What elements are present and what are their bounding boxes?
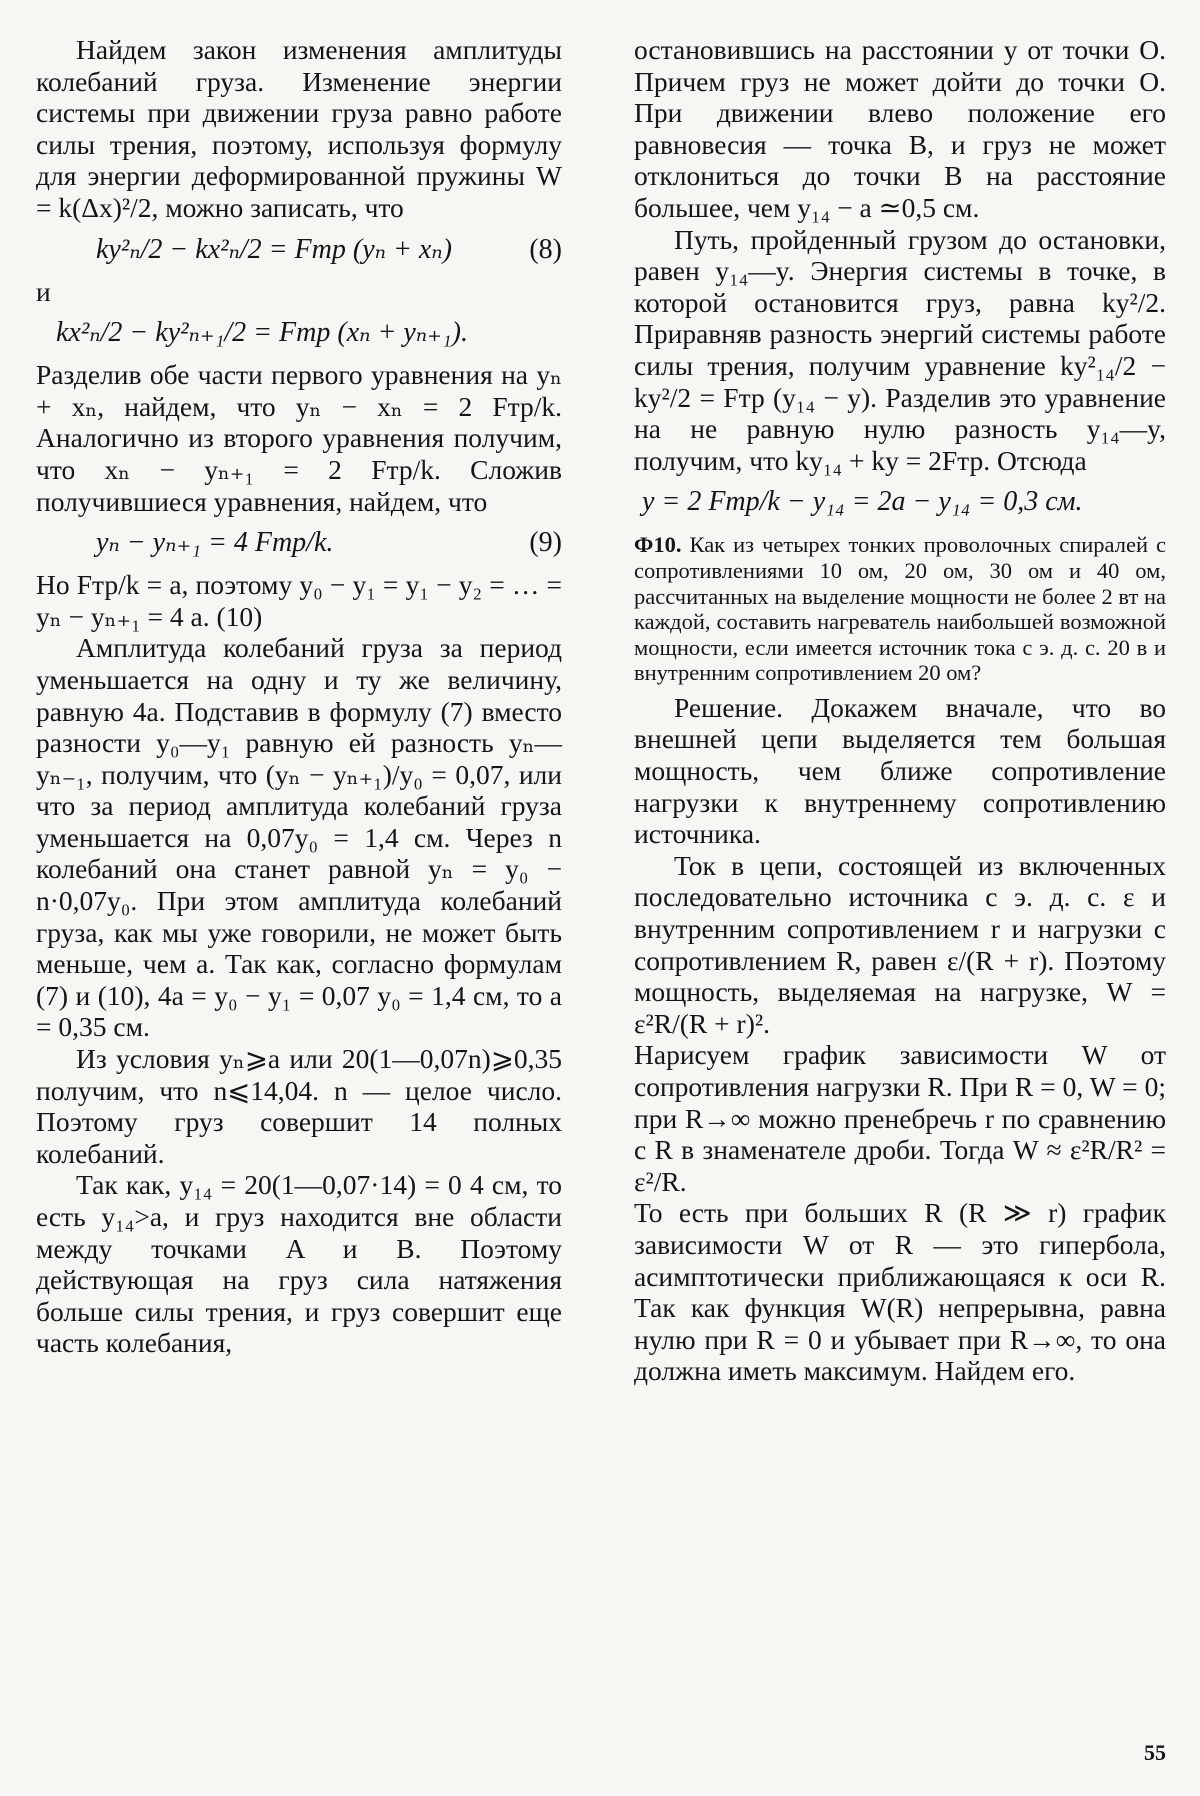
equation-y-result-body: y = 2 Fтр/k − y₁₄ = 2a − y₁₄ = 0,3 см. <box>642 486 1083 518</box>
paragraph-path: Путь, пройденный грузом до остановки, равен y₁₄—y. Энергия системы в точке, в которой остановится груз, равна ky²/2. Приравняв разность энергий системы работе силы трения, получим уравнение ky²₁₄/2 − ky²/2 = Fтр (y₁₄ − y). Разделив это уравнение на не равную нулю разность y₁₄—y, получим, что ky₁₄ + ky = 2Fтр. Отсюда <box>634 223 1166 476</box>
paragraph-hyperbola: То есть при больших R (R ≫ r) график зависимости W от R — это гипербола, асимптотически приближающаяся к оси R. Так как функция W(R) непрерывна, равна нулю при R = 0 и убывает при R→∞, то она должна иметь максимум. Найдем его. <box>634 1197 1166 1387</box>
equation-y-result <box>634 482 1166 522</box>
paragraph-y14: Так как, y₁₄ = 20(1—0,07·14) = 0 4 см, то есть y₁₄>a, и груз находится вне области между точками A и B. Поэтому действующая на груз сила натяжения больше силы трения, и груз совершит еще часть колебания, <box>36 1169 562 1359</box>
conjunction-and: и <box>36 275 51 307</box>
equation-9-number: (9) <box>529 527 562 559</box>
page-number: 55 <box>1144 1740 1166 1765</box>
paragraph-energy-law: Найдем закон изменения амплитуды колебаний груза. Изменение энергии системы при движении груза равно работе силы трения, поэтому, используя формулу для энергии деформированной пружины W = k(Δx)²/2, можно записать, что <box>36 34 562 223</box>
equation-8 <box>36 230 562 270</box>
problem-statement: Как из четырех тонких проволочных спиралей с сопротивлениями 10 ом, 20 ом, 30 ом и 40 ом, рассчитанных на выделение мощности не более 2 вт на каждой, составить нагреватель наибольшей возможной мощности, если имеется источник тока с э. д. с. 20 в и внутренним сопротивлением 20 ом? <box>634 532 1166 686</box>
paragraph-current: Ток в цепи, состоящей из включенных последовательно источника с э. д. с. ε и внутренним сопротивлением r и нагрузки с сопротивлением R, равен ε/(R + r). Поэтому мощность, выделяемая на нагрузке, W = ε²R/(R + r)². <box>634 849 1166 1039</box>
equation-8-body: ky²ₙ/2 − kx²ₙ/2 = Fтр (yₙ + xₙ) <box>96 233 452 265</box>
equation-9 <box>36 523 562 563</box>
paragraph-equation-10: Но Fтр/k = a, поэтому y₀ − y₁ = y₁ − y₂ = … = yₙ − yₙ₊₁ = 4 a. (10) <box>36 569 562 632</box>
paragraph-stopping: остановившись на расстоянии y от точки O. Причем груз не может дойти до точки O. При движении влево положение его равновесия — точка B, и груз не может отклониться до точки B на расстояние большее, чем y₁₄ − a ≃0,5 см. <box>634 34 1166 223</box>
equation-9-body: yₙ − yₙ₊₁ = 4 Fтр/k. <box>96 527 334 559</box>
equation-second-body: kx²ₙ/2 − ky²ₙ₊₁/2 = Fтр (xₙ + yₙ₊₁). <box>56 317 468 349</box>
left-column <box>36 34 562 1359</box>
paragraph-amplitude: Амплитуда колебаний груза за период уменьшается на одну и ту же величину, равную 4a. Подставив в формулу (7) вместо разности y₀—y₁ равную ей разность yₙ—yₙ₋₁, получим, что (yₙ − yₙ₊₁)/y₀ = 0,07, или что за период амплитуда колебаний груза уменьшается на 0,07y₀ = 1,4 см. Через n колебаний она станет равной yₙ = y₀ − n·0,07y₀. При этом амплитуда колебаний груза, как мы уже говорили, не может быть меньше, чем a. Так как, согласно формулам (7) и (10), 4a = y₀ − y₁ = 0,07 y₀ = 1,4 см, то a = 0,35 см. <box>36 632 562 1043</box>
equation-second <box>36 313 562 353</box>
paragraph-graph: Нарисуем график зависимости W от сопротивления нагрузки R. При R = 0, W = 0; при R→∞ можно пренебречь r по сравнению с R в знаменателе дроби. Тогда W ≈ ε²R/R² = ε²/R. <box>634 1039 1166 1197</box>
problem-label: Ф10. <box>634 532 682 558</box>
paragraph-condition: Из условия yₙ⩾a или 20(1—0,07n)⩾0,35 получим, что n⩽14,04. n — целое число. Поэтому груз совершит 14 полных колебаний. <box>36 1043 562 1169</box>
right-column <box>634 34 1166 1387</box>
paragraph-solution: Решение. Докажем вначале, что во внешней цепи выделяется тем большая мощность, чем ближе сопротивление нагрузки к внутреннему сопротивлению источника. <box>634 691 1166 850</box>
paragraph-divide: Разделив обе части первого уравнения на yₙ + xₙ, найдем, что yₙ − xₙ = 2 Fтр/k. Аналогично из второго уравнения получим, что xₙ − yₙ₊₁ = 2 Fтр/k. Сложив получившиеся уравнения, найдем, что <box>36 359 562 517</box>
problem-f10 <box>634 532 1166 686</box>
equation-8-number: (8) <box>529 233 562 265</box>
